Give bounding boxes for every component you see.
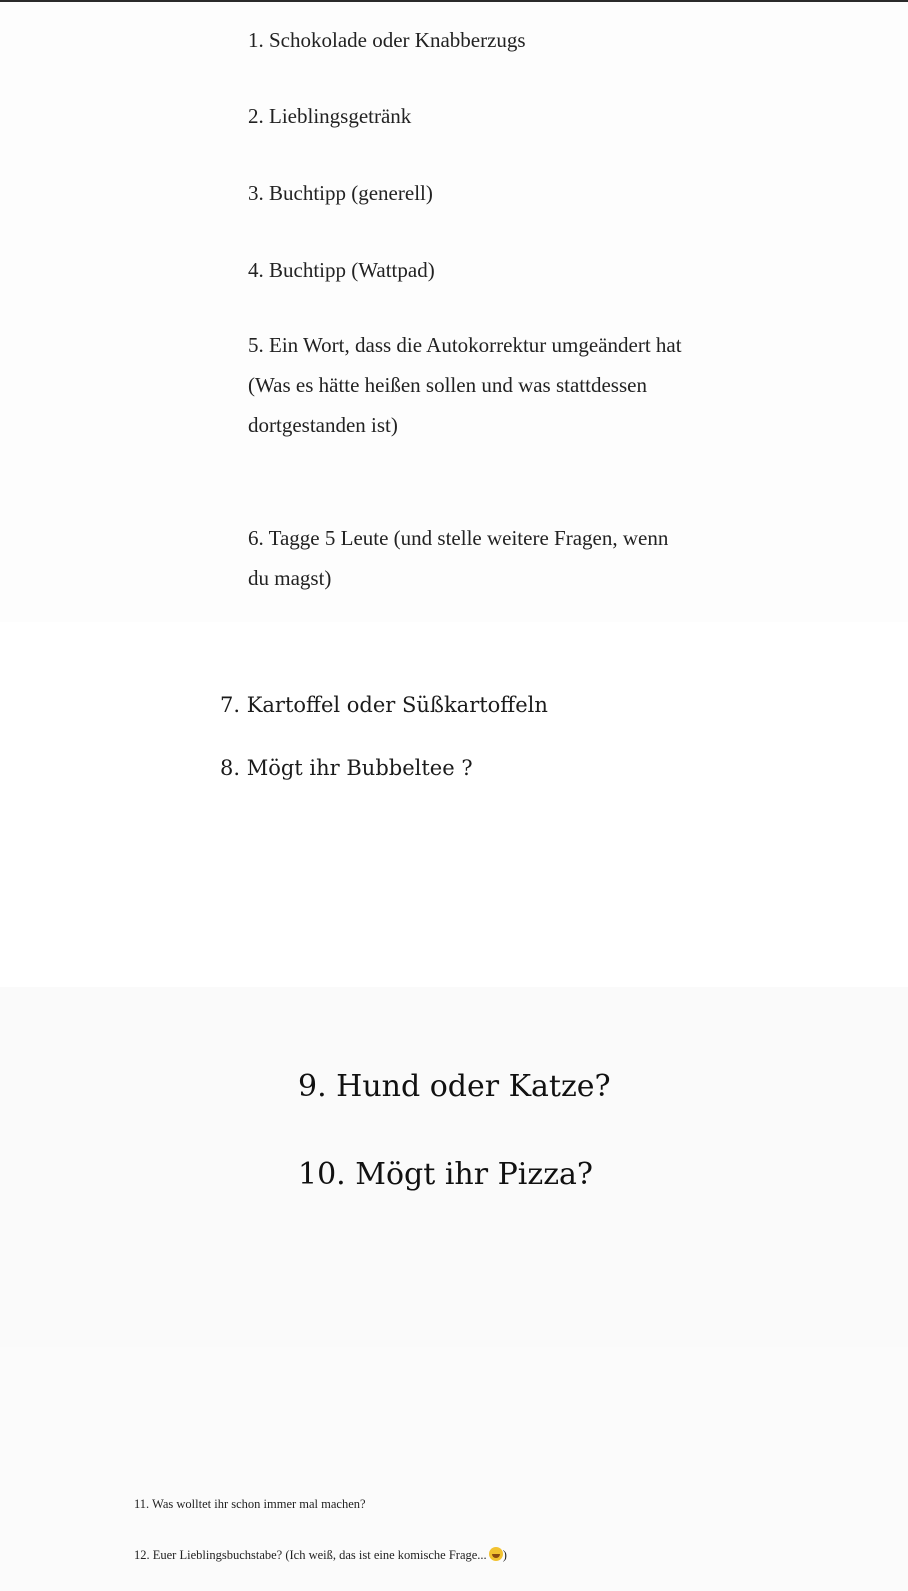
blank-spacer — [0, 1347, 908, 1447]
question-10: 10. Mögt ihr Pizza? — [298, 1157, 593, 1192]
question-5: 5. Ein Wort, dass die Autokorrektur umgeändert hat (Was es hätte heißen sollen und was stattdessen dortgestanden ist) — [248, 333, 682, 437]
question-block-3 — [0, 987, 908, 1347]
question-11: 11. Was wolltet ihr schon immer mal machen? — [134, 1497, 366, 1511]
question-6: 6. Tagge 5 Leute (und stelle weitere Fragen, wenn du magst) — [248, 526, 669, 590]
question-7: 7. Kartoffel oder Süßkartoffeln — [220, 693, 548, 717]
question-3: 3. Buchtipp (generell) — [248, 181, 433, 205]
laughing-face-icon — [489, 1547, 503, 1561]
question-4: 4. Buchtipp (Wattpad) — [248, 258, 435, 282]
question-block-2 — [0, 622, 908, 987]
question-2: 2. Lieblingsgetränk — [248, 104, 412, 128]
question-9: 9. Hund oder Katze? — [298, 1069, 611, 1104]
question-12-text: 12. Euer Lieblingsbuchstabe? (Ich weiß, das ist eine komische Frage... — [134, 1548, 487, 1562]
question-12-close: ) — [502, 1548, 507, 1562]
question-8: 8. Mögt ihr Bubbeltee ? — [220, 756, 473, 780]
question-block-1 — [0, 2, 908, 622]
question-block-4 — [0, 1447, 908, 1591]
question-12 — [134, 1545, 507, 1565]
question-1: 1. Schokolade oder Knabberzugs — [248, 28, 526, 52]
